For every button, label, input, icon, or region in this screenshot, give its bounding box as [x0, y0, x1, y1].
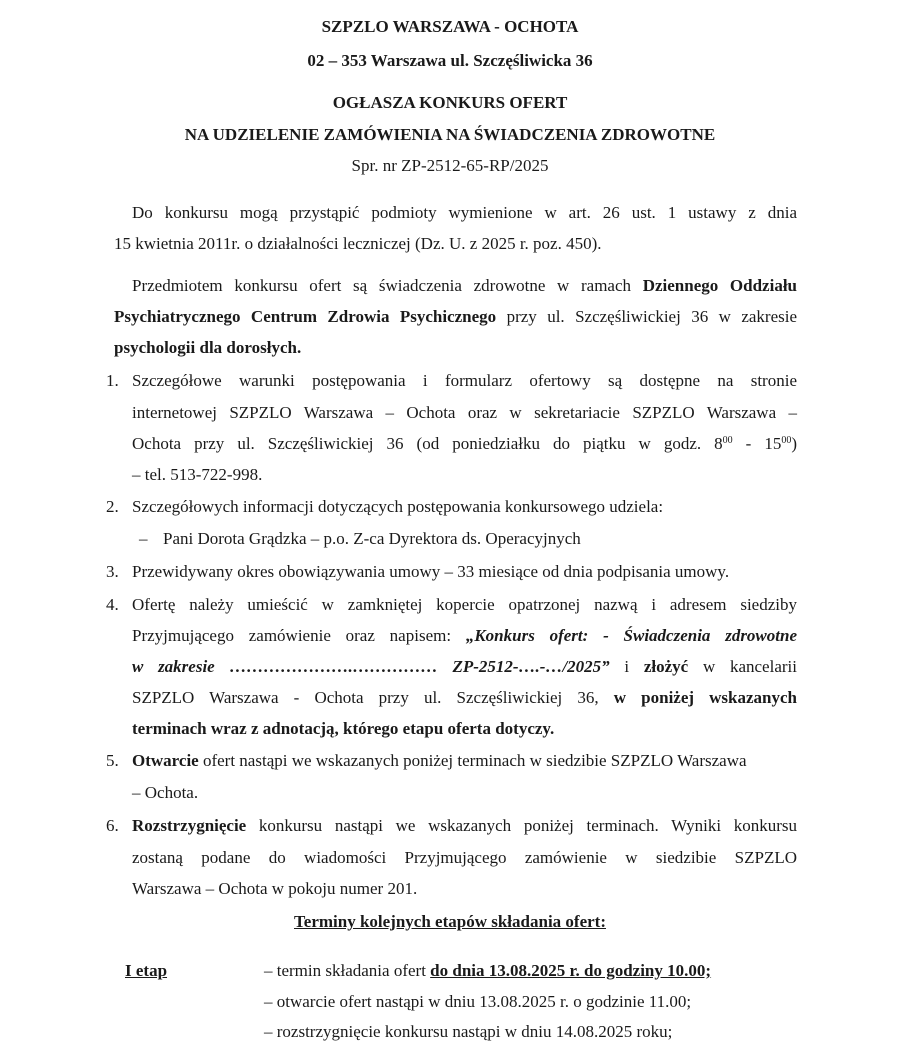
hours-end-sup: 00 — [781, 435, 792, 446]
stage-1-resolution: – rozstrzygnięcie konkursu nastąpi w dniu 14.08.2025 roku; — [264, 1022, 673, 1041]
stage-1-deadline-text: – termin składania ofert — [264, 961, 431, 980]
item-4-submit-word: złożyć — [643, 657, 689, 676]
envelope-label-start: „Konkurs ofert: - Świadczenia zdrowotne — [465, 626, 797, 645]
item-4-line3-text2: w kancelarii — [688, 657, 797, 676]
intro-p2-scope: psychologii dla dorosłych. — [114, 338, 302, 357]
stage-1-opening: – otwarcie ofert nastąpi w dniu 13.08.2025 r. o godzinie 11.00; — [264, 992, 692, 1011]
hours-start-sup: 00 — [722, 435, 733, 446]
item-4-line4-bold: w poniżej wskazanych — [613, 688, 797, 707]
item-5-number: 5. — [106, 751, 119, 770]
intro-p2-line2-text: przy ul. Szczęśliwickiej 36 w zakresie — [496, 307, 797, 326]
item-1-line3-text: Ochota przy ul. Szczęśliwickiej 36 (od poniedziałku do piątku w godz. 8 — [132, 434, 723, 453]
item-4-number: 4. — [106, 595, 119, 614]
title-line-1: OGŁASZA KONKURS OFERT — [332, 93, 568, 112]
item-4-line5: terminach wraz z adnotacją, którego etapu oferta dotyczy. — [132, 719, 555, 738]
item-4-line4 — [132, 688, 797, 708]
item-1-phone: – tel. 513-722-998. — [132, 465, 263, 484]
item-1-line3-dash: - 15 — [732, 434, 782, 453]
envelope-label-end: w zakresie ………………….…………… ZP-2512-….-…/2025” — [132, 657, 610, 676]
item-4-line3-text1: i — [609, 657, 644, 676]
schedule-heading: Terminy kolejnych etapów składania ofert: — [294, 912, 606, 931]
item-1-line1: Szczegółowe warunki postępowania i formularz ofertowy są dostępne na stronie — [132, 371, 797, 390]
intro-p2-line1 — [132, 276, 797, 296]
item-1-line3-close: ) — [791, 434, 797, 453]
item-1-line3 — [132, 434, 797, 454]
item-6-line2: zostaną podane do wiadomości Przyjmującego zamówienie w siedzibie SZPZLO — [132, 848, 797, 867]
item-2-contact-person: Pani Dorota Grądzka – p.o. Z-ca Dyrektora ds. Operacyjnych — [163, 529, 581, 548]
org-name: SZPZLO WARSZAWA - OCHOTA — [321, 17, 579, 36]
item-1-number: 1. — [106, 371, 119, 390]
item-2-line1: Szczegółowych informacji dotyczących postępowania konkursowego udziela: — [132, 497, 664, 516]
stage-1-deadline — [264, 961, 711, 981]
item-5-line1-text: ofert nastąpi we wskazanych poniżej terminach w siedzibie SZPZLO Warszawa — [198, 751, 747, 770]
intro-p2-center-name: Psychiatrycznego Centrum Zdrowia Psychicznego — [114, 307, 497, 326]
org-address: 02 – 353 Warszawa ul. Szczęśliwicka 36 — [307, 51, 593, 70]
item-4-line2 — [132, 626, 797, 646]
item-5-opening-word: Otwarcie — [132, 751, 199, 770]
item-4-line2-text: Przyjmującego zamówienie oraz napisem: — [132, 626, 466, 645]
item-5-line2: – Ochota. — [132, 783, 199, 802]
intro-p2-line2 — [114, 307, 797, 327]
item-3-line1: Przewidywany okres obowiązywania umowy – 33 miesiące od dnia podpisania umowy. — [132, 562, 730, 581]
item-6-line3: Warszawa – Ochota w pokoju numer 201. — [132, 879, 418, 898]
intro-p1-line2: 15 kwietnia 2011r. o działalności leczniczej (Dz. U. z 2025 r. poz. 450). — [114, 234, 602, 253]
item-1-line2: internetowej SZPZLO Warszawa – Ochota oraz w sekretariacie SZPZLO Warszawa – — [132, 403, 797, 422]
item-6-line1 — [132, 816, 797, 836]
item-6-resolution-word: Rozstrzygnięcie — [132, 816, 247, 835]
stage-1-deadline-date: do dnia 13.08.2025 r. do godziny 10.00; — [430, 961, 712, 980]
case-number: Spr. nr ZP-2512-65-RP/2025 — [351, 156, 549, 175]
item-2-number: 2. — [106, 497, 119, 516]
title-line-2: NA UDZIELENIE ZAMÓWIENIA NA ŚWIADCZENIA ZDROWOTNE — [184, 125, 716, 144]
item-4-line4-text: SZPZLO Warszawa - Ochota przy ul. Szczęśliwickiej 36, — [132, 688, 614, 707]
intro-p1-line1: Do konkursu mogą przystąpić podmioty wymienione w art. 26 ust. 1 ustawy z dnia — [132, 203, 797, 222]
intro-p2-unit-name: Dziennego Oddziału — [642, 276, 798, 295]
item-3-number: 3. — [106, 562, 119, 581]
intro-p2-line1-text: Przedmiotem konkursu ofert są świadczenia zdrowotne w ramach — [132, 276, 643, 295]
item-4-line1: Ofertę należy umieścić w zamkniętej kopercie opatrzonej nazwą i adresem siedziby — [132, 595, 797, 614]
item-2-sub-dash: – — [139, 529, 148, 548]
stage-1-label: I etap — [125, 961, 168, 980]
item-5-line1 — [132, 751, 747, 771]
item-6-line1-text: konkursu nastąpi we wskazanych poniżej terminach. Wyniki konkursu — [246, 816, 797, 835]
item-6-number: 6. — [106, 816, 119, 835]
item-4-line3 — [132, 657, 797, 677]
